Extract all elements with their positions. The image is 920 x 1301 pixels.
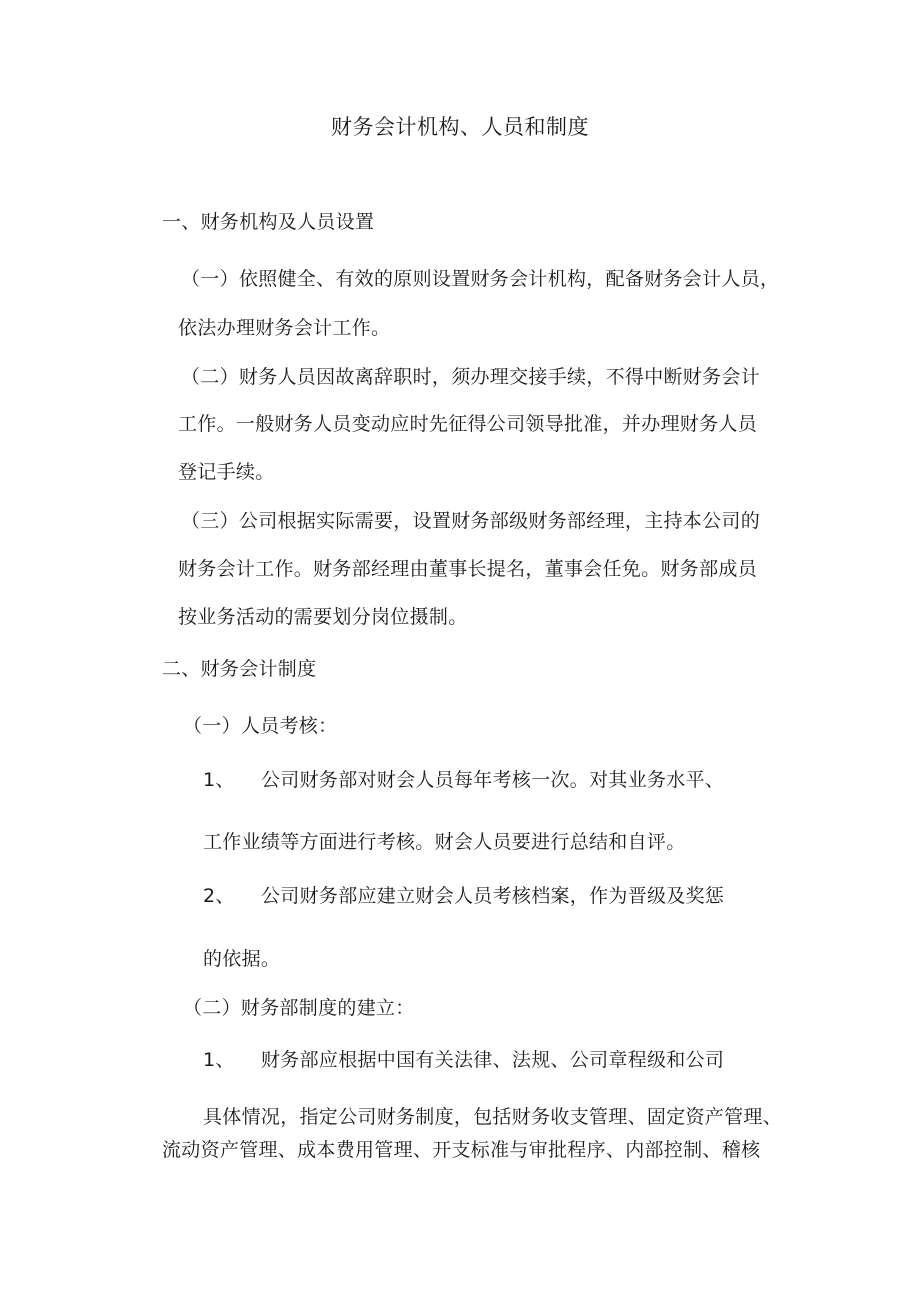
- list-number: 2、: [203, 885, 235, 907]
- list-number: 1、: [203, 1049, 235, 1071]
- numbered-line: [203, 768, 724, 792]
- paragraph-line: 工作业绩等方面进行考核。财会人员要进行总结和自评。: [203, 831, 686, 853]
- page-title: 财务会计机构、人员和制度: [331, 115, 589, 139]
- subsection-heading: （二）财务部制度的建立：: [183, 997, 415, 1019]
- paragraph-line: （二）财务人员因故离辞职时，须办理交接手续，不得中断财务会计: [181, 366, 761, 388]
- paragraph-line: 流动资产管理、成本费用管理、开支标准与审批程序、内部控制、稽核: [162, 1139, 761, 1161]
- paragraph-line: 按业务活动的需要划分岗位摄制。: [178, 606, 468, 628]
- numbered-line: [203, 884, 724, 908]
- paragraph-line: 具体情况，指定公司财务制度，包括财务收支管理、固定资产管理、: [203, 1106, 783, 1128]
- paragraph-text: 公司财务部应建立财会人员考核档案，作为晋级及奖惩: [261, 885, 725, 907]
- paragraph-line: 工作。一般财务人员变动应时先征得公司领导批准，并办理财务人员: [178, 413, 758, 435]
- section-heading: 一、财务机构及人员设置: [162, 211, 375, 233]
- paragraph-line: 的依据。: [203, 948, 281, 970]
- paragraph-line: 依法办理财务会计工作。: [178, 317, 391, 339]
- section-heading: 二、财务会计制度: [162, 658, 317, 680]
- subsection-heading: （一）人员考核：: [183, 715, 338, 737]
- paragraph-text: 公司财务部对财会人员每年考核一次。对其业务水平、: [261, 769, 725, 791]
- paragraph-line: 登记手续。: [178, 461, 275, 483]
- paragraph-text: 财务部应根据中国有关法律、法规、公司章程级和公司: [261, 1049, 725, 1071]
- list-number: 1、: [203, 769, 235, 791]
- numbered-line: [203, 1048, 724, 1072]
- paragraph-line: （三）公司根据实际需要，设置财务部级财务部经理，主持本公司的: [181, 510, 761, 532]
- paragraph-line: 财务会计工作。财务部经理由董事长提名，董事会任免。财务部成员: [178, 558, 758, 580]
- paragraph-line: （一）依照健全、有效的原则设置财务会计机构，配备财务会计人员，: [181, 268, 780, 290]
